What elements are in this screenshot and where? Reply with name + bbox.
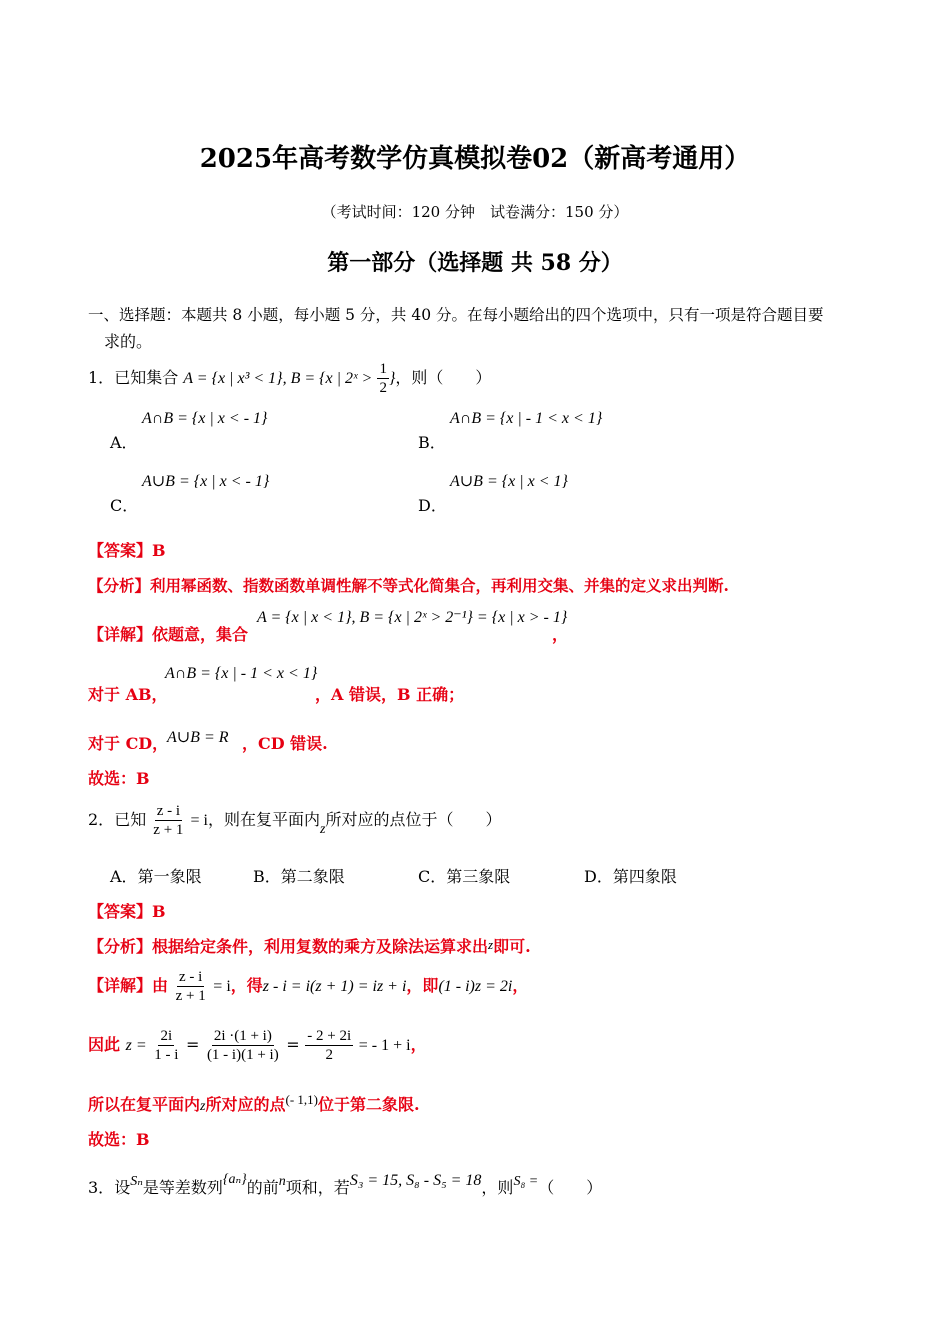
fraction-numerator: 2i xyxy=(160,1028,173,1044)
option-text: 第三象限 xyxy=(446,867,511,886)
ab-expr: A∩B = {x | - 1 < x < 1} xyxy=(165,665,318,682)
result-comma: ， xyxy=(410,1035,427,1054)
condition-expr: S₃ = 15, S₈ - S₅ = 18 xyxy=(349,1172,482,1189)
stem-6: （ ） xyxy=(538,1178,603,1197)
equation-2: (1 - i)z = 2i xyxy=(438,978,513,995)
stem-prefix: 已知 xyxy=(114,810,147,829)
detail-line-2 xyxy=(88,1027,427,1064)
ab-prefix: 对于 AB， xyxy=(88,685,168,704)
paper-title: 2025年高考数学仿真模拟卷02（新高考通用） xyxy=(199,144,751,174)
question-2-stem xyxy=(88,802,501,839)
variable-z: z xyxy=(200,1099,206,1114)
fraction-denominator: z + 1 xyxy=(175,988,206,1004)
equals-i: = i xyxy=(213,978,231,995)
option-d[interactable] xyxy=(418,471,568,516)
equation-1: z - i = i(z + 1) = iz + i xyxy=(262,978,407,995)
question-number: 1． xyxy=(88,368,115,387)
detail-expr: A = {x | x < 1}, B = {x | 2ˣ > 2⁻¹} = {x | x > - 1} xyxy=(257,609,568,626)
n-symbol: n xyxy=(278,1174,286,1189)
option-letter: C． xyxy=(110,496,139,515)
fraction-numerator: 2i ·(1 + i) xyxy=(213,1028,272,1044)
fraction-numerator: z - i xyxy=(178,969,203,985)
point-mid: 所对应的点 xyxy=(205,1095,286,1114)
option-b[interactable] xyxy=(418,410,602,453)
analysis-suffix: 即可. xyxy=(493,937,531,956)
equals-sign: = xyxy=(286,1035,300,1054)
option-letter: C． xyxy=(418,867,447,886)
option-letter: A． xyxy=(110,867,138,886)
stem-mid: ，则在复平面内 xyxy=(207,810,320,829)
option-text: 第一象限 xyxy=(137,867,202,886)
analysis-text xyxy=(88,934,531,957)
detail-get: ，得 xyxy=(230,976,263,995)
option-c[interactable] xyxy=(110,471,269,516)
option-text: 第四象限 xyxy=(612,867,677,886)
stem-5: ，则 xyxy=(481,1178,514,1197)
detail-ji: ，即 xyxy=(406,976,439,995)
fraction-2 xyxy=(205,1027,281,1064)
cd-prefix: 对于 CD， xyxy=(88,734,169,753)
option-letter: A． xyxy=(110,433,138,452)
section-heading: 一、选择题：本题共 8 小题，每小题 5 分，共 40 分。在每小题给出的四个选项中，只有一项是符合题目要 xyxy=(88,306,824,324)
point-line xyxy=(88,1092,420,1115)
hence-label: 因此 xyxy=(88,1035,121,1054)
variable-z: z xyxy=(488,937,494,952)
option-expr: A∩B = {x | x < - 1} xyxy=(142,410,268,427)
fraction-denominator: 2 xyxy=(325,1047,333,1063)
set-close: } xyxy=(388,370,396,387)
question-number: 2． xyxy=(88,810,115,829)
fraction-1 xyxy=(152,1027,180,1064)
fraction-denominator: 1 - i xyxy=(154,1047,179,1063)
option-expr: A∩B = {x | - 1 < x < 1} xyxy=(450,410,603,427)
cd-suffix: ，CD 错误. xyxy=(242,734,328,753)
option-expr: A∪B = {x | x < - 1} xyxy=(142,473,270,490)
fraction-denominator: 2 xyxy=(379,380,387,396)
option-d[interactable] xyxy=(584,864,677,887)
fraction-numerator: 1 xyxy=(379,361,387,377)
point-suffix: 位于第二象限. xyxy=(317,1095,420,1114)
ab-suffix: ，A 错误，B 正确； xyxy=(315,685,465,704)
fraction-numerator: z - i xyxy=(156,803,181,819)
option-letter: D． xyxy=(418,496,447,515)
fraction-denominator: z + 1 xyxy=(153,822,184,838)
question-number: 3． xyxy=(88,1178,115,1197)
option-b[interactable] xyxy=(253,864,345,887)
part-title: 第一部分（选择题 共 58 分） xyxy=(327,250,623,276)
equals-i: = i xyxy=(190,812,208,829)
z-equals: z = xyxy=(125,1037,147,1054)
stem-suffix: 所对应的点位于（ ） xyxy=(325,810,502,829)
stem-3: 的前 xyxy=(246,1178,279,1197)
fraction-3 xyxy=(305,1027,353,1064)
an-sequence: {aₙ} xyxy=(222,1172,247,1187)
question-3-stem xyxy=(88,1172,603,1198)
s8-symbol: S₈ = xyxy=(513,1174,539,1189)
option-expr: A∪B = {x | x < 1} xyxy=(450,473,568,490)
fraction-z xyxy=(151,802,185,839)
detail-prefix: 【详解】由 xyxy=(88,976,169,995)
detail-comma: ， xyxy=(552,625,569,644)
fraction-denominator: (1 - i)(1 + i) xyxy=(206,1047,279,1063)
stem-prefix: 已知集合 xyxy=(114,368,179,387)
fraction-half xyxy=(377,360,389,397)
result: = - 1 + i xyxy=(358,1037,411,1054)
exam-info: （考试时间：120 分钟 试卷满分：150 分） xyxy=(321,203,629,221)
stem-1: 设 xyxy=(114,1178,131,1197)
option-letter: D． xyxy=(584,867,613,886)
cd-expr: A∪B = R xyxy=(167,729,229,746)
detail-line-1 xyxy=(88,968,528,1005)
section-heading-cont: 求的。 xyxy=(104,332,153,351)
analysis-prefix: 【分析】根据给定条件，利用复数的乘方及除法运算求出 xyxy=(88,937,489,956)
point-coord: (- 1,1) xyxy=(285,1092,318,1107)
detail-comma: ， xyxy=(512,976,529,995)
detail-prefix: 【详解】依题意，集合 xyxy=(88,625,249,644)
equals-sign: = xyxy=(185,1035,200,1054)
option-a[interactable] xyxy=(110,410,267,453)
option-text: 第二象限 xyxy=(280,867,345,886)
fraction-numerator: - 2 + 2i xyxy=(307,1028,352,1044)
stem-suffix: ，则（ ） xyxy=(395,368,492,387)
analysis-text: 【分析】利用幂函数、指数函数单调性解不等式化简集合，再利用交集、并集的定义求出判断. xyxy=(88,576,729,595)
stem-2: 是等差数列 xyxy=(142,1178,223,1197)
option-letter: B． xyxy=(253,867,281,886)
option-letter: B． xyxy=(418,433,446,452)
set-expression: A = {x | x³ < 1}, B = {x | 2ˣ > xyxy=(183,370,373,387)
fraction-z xyxy=(174,968,208,1005)
variable-z: z xyxy=(320,822,326,837)
stem-4: 项和，若 xyxy=(285,1178,350,1197)
option-c[interactable] xyxy=(418,864,510,887)
answer-label: 【答案】B xyxy=(88,902,166,921)
choice-label: 故选：B xyxy=(88,769,150,788)
sn-symbol: Sₙ xyxy=(130,1174,143,1189)
choice-label: 故选：B xyxy=(88,1130,150,1149)
answer-label: 【答案】B xyxy=(88,541,166,560)
question-1-stem xyxy=(88,360,491,397)
point-prefix: 所以在复平面内 xyxy=(88,1095,201,1114)
option-a[interactable] xyxy=(110,864,202,887)
